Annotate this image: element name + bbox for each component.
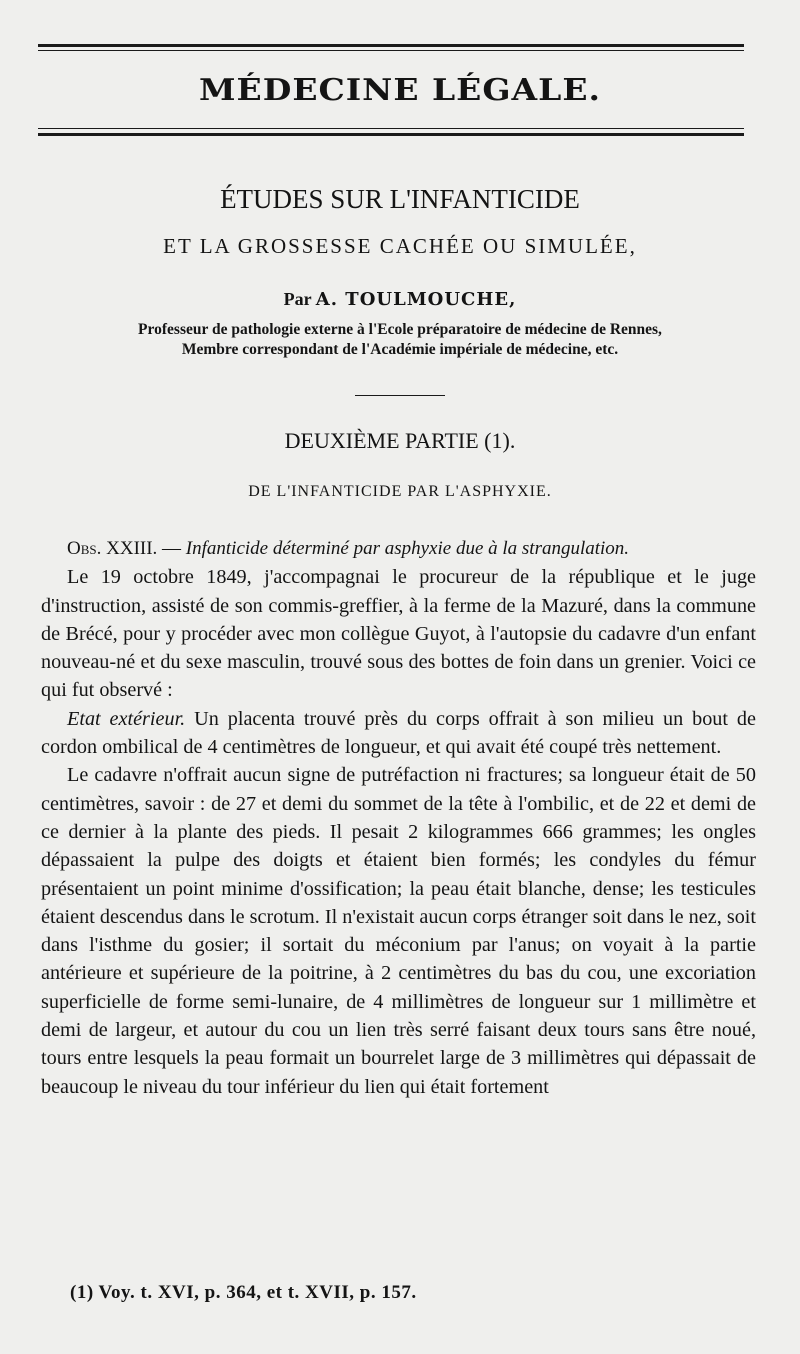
article-title: ÉTUDES SUR L'INFANTICIDE <box>220 184 580 214</box>
section-title: MÉDECINE LÉGALE. <box>199 71 601 108</box>
paragraph-2-label: Etat extérieur. <box>67 707 186 730</box>
separator-rule <box>355 395 445 396</box>
header-bottom-rule-thin <box>38 128 744 129</box>
author-affiliation-2: Membre correspondant de l'Académie impériale de médecine, etc. <box>181 341 619 358</box>
paragraph-1: Le 19 octobre 1849, j'accompagnai le procureur de la république et le juge d'instruction, assisté de son commis-greffier, à la ferme de la Mazuré, dans la commune de Brécé, pour y procéder avec mon collègue Guyot, à l'autopsie du cadavre d'un enfant nouveau-né et du sexe masculin, trouvé sous des bottes de foin dans un grenier. Voici ce qui fut observé : <box>41 566 756 702</box>
footnote: (1) Voy. t. XVI, p. 364, et t. XVII, p. 157. <box>70 1282 417 1303</box>
author-line <box>0 289 800 310</box>
header-top-rule <box>38 44 744 47</box>
observation-heading <box>41 535 756 563</box>
author-affiliation-1: Professeur de pathologie externe à l'Ecole préparatoire de médecine de Rennes, <box>138 321 662 338</box>
article-body <box>41 535 756 1101</box>
paragraph-3: Le cadavre n'offrait aucun signe de putréfaction ni fractures; sa longueur était de 50 centimètres, savoir : de 27 et demi du sommet de la tête à l'ombilic, et de 22 et demi de ce dernier à la plante des pieds. Il pesait 2 kilogrammes 666 grammes; les ongles dépassaient la pulpe des doigts et étaient bien formés; les condyles du fémur présentaient un point minime d'ossification; la peau était blanche, dense; les testicules étaient descendus dans le scrotum. Il n'existait aucun corps étranger soit dans le nez, soit dans l'isthme du gosier; il sortait du méconium par l'anus; on voyait à la partie antérieure et supérieure de la poitrine, à 2 centimètres du bas du cou, une excoriation superficielle de forme semi-lunaire, de 4 millimètres de longueur sur 1 millimètre et demi de largeur, et autour du cou un lien très serré faisant deux tours sans être noué, tours entre lesquels la peau formait un bourrelet large de 3 millimètres qui dépassait de beaucoup le niveau du tour inférieur du lien qui était fortement <box>41 764 756 1098</box>
header-bottom-rule <box>38 133 744 136</box>
paragraph-2-text: Un placenta trouvé près du corps offrait à son milieu un bout de cordon ombilical de 4 centimètres de longueur, et qui avait été coupé très nettement. <box>41 707 756 759</box>
paragraph-2 <box>41 705 756 762</box>
observation-title: Infanticide déterminé par asphyxie due à la strangulation. <box>185 538 630 559</box>
header-top-rule-thin <box>38 50 744 51</box>
part-subheading: DE L'INFANTICIDE PAR L'ASPHYXIE. <box>248 483 552 500</box>
article-subtitle: ET LA GROSSESSE CACHÉE OU SIMULÉE, <box>163 234 637 258</box>
observation-label: Obs. XXIII. <box>67 538 158 559</box>
observation-dash: — <box>157 538 186 559</box>
author-prefix: Par <box>283 289 312 309</box>
part-title: DEUXIÈME PARTIE (1). <box>284 428 516 453</box>
author-name: A. TOULMOUCHE, <box>315 289 517 310</box>
